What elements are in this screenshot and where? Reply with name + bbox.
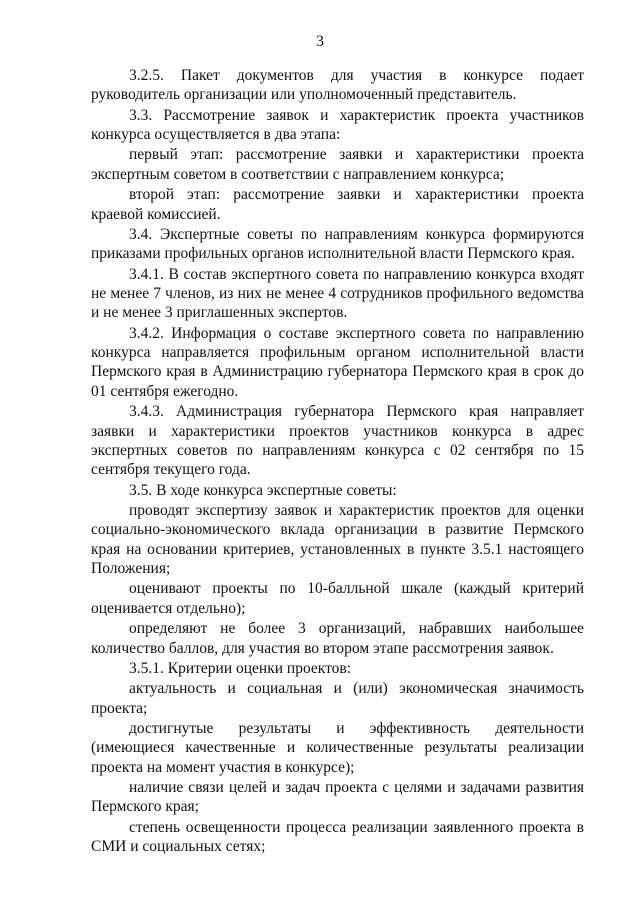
paragraph-scoring: оценивают проекты по 10-балльной шкале (каждый критерий оценивается отдельно); [91, 580, 584, 617]
paragraph-selection: определяют не более 3 организаций, набравших наибольшее количество баллов, для участия во втором этапе рассмотрения заявок. [91, 620, 584, 657]
criterion-relevance: актуальность и социальная и (или) экономическая значимость проекта; [91, 680, 584, 717]
paragraph-3-4-3: 3.4.3. Администрация губернатора Пермского края направляет заявки и характеристики проектов участников конкурса в адрес экспертных советов по направлениям конкурса с 02 сентября по 15 сентября текущего года. [91, 403, 584, 479]
criterion-media-coverage: степень освещенности процесса реализации заявленного проекта в СМИ и социальных сетях; [91, 818, 584, 856]
criterion-goals-link: наличие связи целей и задач проекта с целями и задачами развития Пермского края; [91, 778, 584, 816]
paragraph-3-4: 3.4. Экспертные советы по направлениям конкурса формируются приказами профильных органов исполнительной власти Пермского края. [91, 225, 584, 263]
paragraph-stage-one: первый этап: рассмотрение заявки и характеристики проекта экспертным советом в соответствии с направлением конкурса; [91, 146, 584, 183]
document-body [91, 66, 584, 857]
page-number: 3 [316, 33, 324, 50]
criterion-results: достигнутые результаты и эффективность деятельности (имеющиеся качественные и количественные результаты реализации проекта на момент участия в конкурсе); [91, 719, 584, 776]
paragraph-3-4-2: 3.4.2. Информация о составе экспертного совета по направлению конкурса направляется профильным органом исполнительной власти Пермского края в Администрацию губернатора Пермского края в срок до 01 сентября ежегодно. [91, 324, 584, 400]
paragraph-expertise: проводят экспертизу заявок и характеристик проектов для оценки социально-экономического вклада организации в развитие Пермского края на основании критериев, установленных в пункте 3.5.1 настоящего Положения; [91, 501, 584, 578]
paragraph-3-3: 3.3. Рассмотрение заявок и характеристик проекта участников конкурса осуществляется в два этапа: [91, 106, 584, 144]
paragraph-3-2-5: 3.2.5. Пакет документов для участия в конкурсе подает руководитель организации или уполномоченный представитель. [91, 67, 584, 104]
paragraph-stage-two: второй этап: рассмотрение заявки и характеристики проекта краевой комиссией. [91, 186, 584, 223]
paragraph-3-5-1: 3.5.1. Критерии оценки проектов: [129, 659, 352, 677]
paragraph-3-4-1: 3.4.1. В состав экспертного совета по направлению конкурса входят не менее 7 членов, из них не менее 4 сотрудников профильного ведомства и не менее 3 приглашенных экспертов. [91, 265, 584, 322]
paragraph-3-5: 3.5. В ходе конкурса экспертные советы: [129, 481, 397, 499]
